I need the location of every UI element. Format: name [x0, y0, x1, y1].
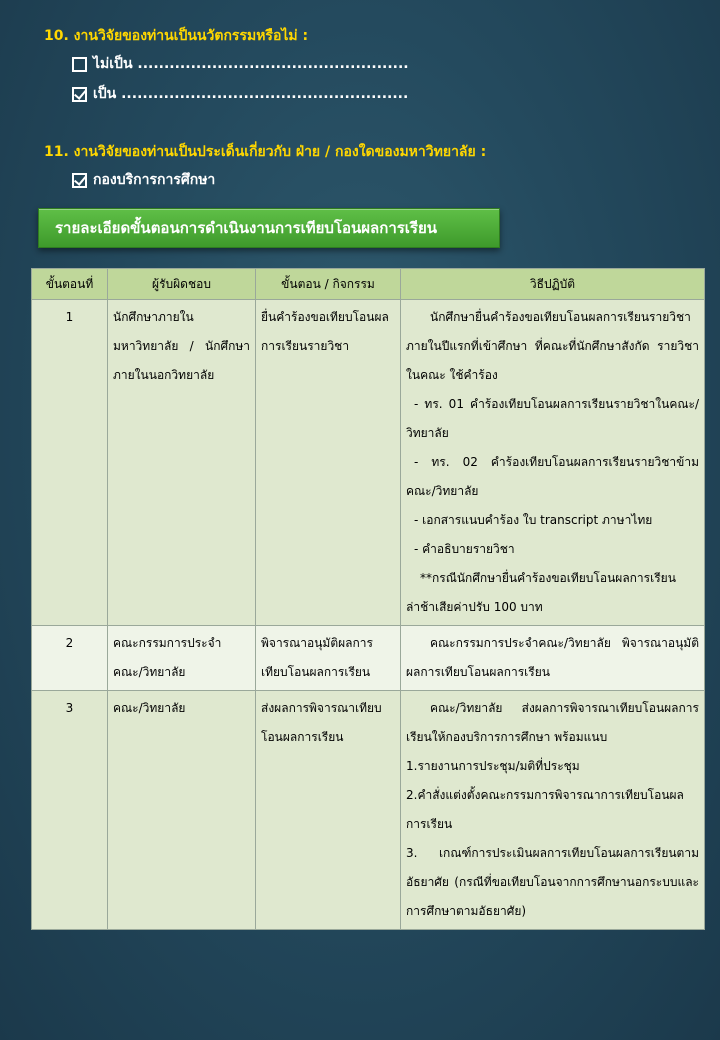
header-activity: ขั้นตอน / กิจกรรม	[256, 269, 401, 300]
section-banner: รายละเอียดขั้นตอนการดำเนินงานการเทียบโอนผลการเรียน	[38, 208, 500, 248]
activity-cell: ยื่นคำร้องขอเทียบโอนผลการเรียนรายวิชา	[256, 300, 401, 626]
method-line: 2.คำสั่งแต่งตั้งคณะกรรมการพิจารณาการเทียบโอนผลการเรียน	[406, 788, 684, 831]
activity-cell: ส่งผลการพิจารณาเทียบโอนผลการเรียน	[256, 691, 401, 930]
checkbox-checked-icon[interactable]	[72, 87, 87, 102]
q11-option[interactable]	[72, 169, 215, 191]
method-line: นักศึกษายื่นคำร้องขอเทียบโอนผลการเรียนรายวิชา ภายในปีแรกที่เข้าศึกษา ที่คณะที่นักศึกษาสังกัด รายวิชาในคณะ ใช้คำร้อง	[406, 310, 699, 382]
method-cell	[401, 626, 705, 691]
table-row	[32, 691, 705, 930]
owner-cell: คณะ/วิทยาลัย	[108, 691, 256, 930]
checkbox-unchecked-icon[interactable]	[72, 57, 87, 72]
method-line: - ทร. 01 คำร้องเทียบโอนผลการเรียนรายวิชาในคณะ/วิทยาลัย	[406, 397, 699, 440]
method-line: คณะกรรมการประจำคณะ/วิทยาลัย พิจารณาอนุมัติผลการเทียบโอนผลการเรียน	[406, 636, 699, 679]
owner-cell: คณะกรรมการประจำคณะ/วิทยาลัย	[108, 626, 256, 691]
checkbox-checked-icon[interactable]	[72, 173, 87, 188]
method-line: คณะ/วิทยาลัย ส่งผลการพิจารณาเทียบโอนผลการเรียนให้กองบริการการศึกษา พร้อมแนบ	[406, 701, 699, 744]
method-line: - ทร. 02 คำร้องเทียบโอนผลการเรียนรายวิชาข้ามคณะ/วิทยาลัย	[406, 455, 699, 498]
header-step: ขั้นตอนที่	[32, 269, 108, 300]
question-10-title: 10. งานวิจัยของท่านเป็นนวัตกรรมหรือไม่ :	[44, 28, 309, 44]
method-line: - คำอธิบายรายวิชา	[414, 542, 515, 556]
header-method: วิธีปฏิบัติ	[401, 269, 705, 300]
q10-option-yes-label: เป็น ......................................................	[93, 86, 409, 102]
q10-option-no[interactable]	[72, 53, 409, 75]
table-row	[32, 300, 705, 626]
step-number: 3	[32, 691, 108, 930]
method-cell	[401, 691, 705, 930]
method-line: **กรณีนักศึกษายื่นคำร้องขอเทียบโอนผลการเรียนล่าช้าเสียค่าปรับ 100 บาท	[406, 571, 676, 614]
table-row	[32, 626, 705, 691]
q10-option-no-label: ไม่เป็น ...................................................	[93, 56, 409, 72]
method-line: 1.รายงานการประชุม/มติที่ประชุม	[406, 759, 580, 773]
procedure-table	[31, 268, 705, 930]
method-cell	[401, 300, 705, 626]
q11-option-label: กองบริการการศึกษา	[93, 172, 216, 188]
question-11-title: 11. งานวิจัยของท่านเป็นประเด็นเกี่ยวกับ ฝ่าย / กองใดของมหาวิทยาลัย :	[44, 144, 487, 160]
owner-cell: นักศึกษาภายในมหาวิทยาลัย / นักศึกษาภายในนอกวิทยาลัย	[108, 300, 256, 626]
method-line: 3. เกณฑ์การประเมินผลการเทียบโอนผลการเรียนตามอัธยาศัย (กรณีที่ขอเทียบโอนจากการศึกษานอกระบบและการศึกษาตามอัธยาศัย)	[406, 846, 699, 918]
step-number: 2	[32, 626, 108, 691]
activity-cell: พิจารณาอนุมัติผลการเทียบโอนผลการเรียน	[256, 626, 401, 691]
q10-option-yes[interactable]	[72, 83, 408, 105]
header-owner: ผู้รับผิดชอบ	[108, 269, 256, 300]
table-header-row	[32, 269, 705, 300]
method-line: - เอกสารแนบคำร้อง ใบ transcript ภาษาไทย	[414, 513, 653, 527]
step-number: 1	[32, 300, 108, 626]
